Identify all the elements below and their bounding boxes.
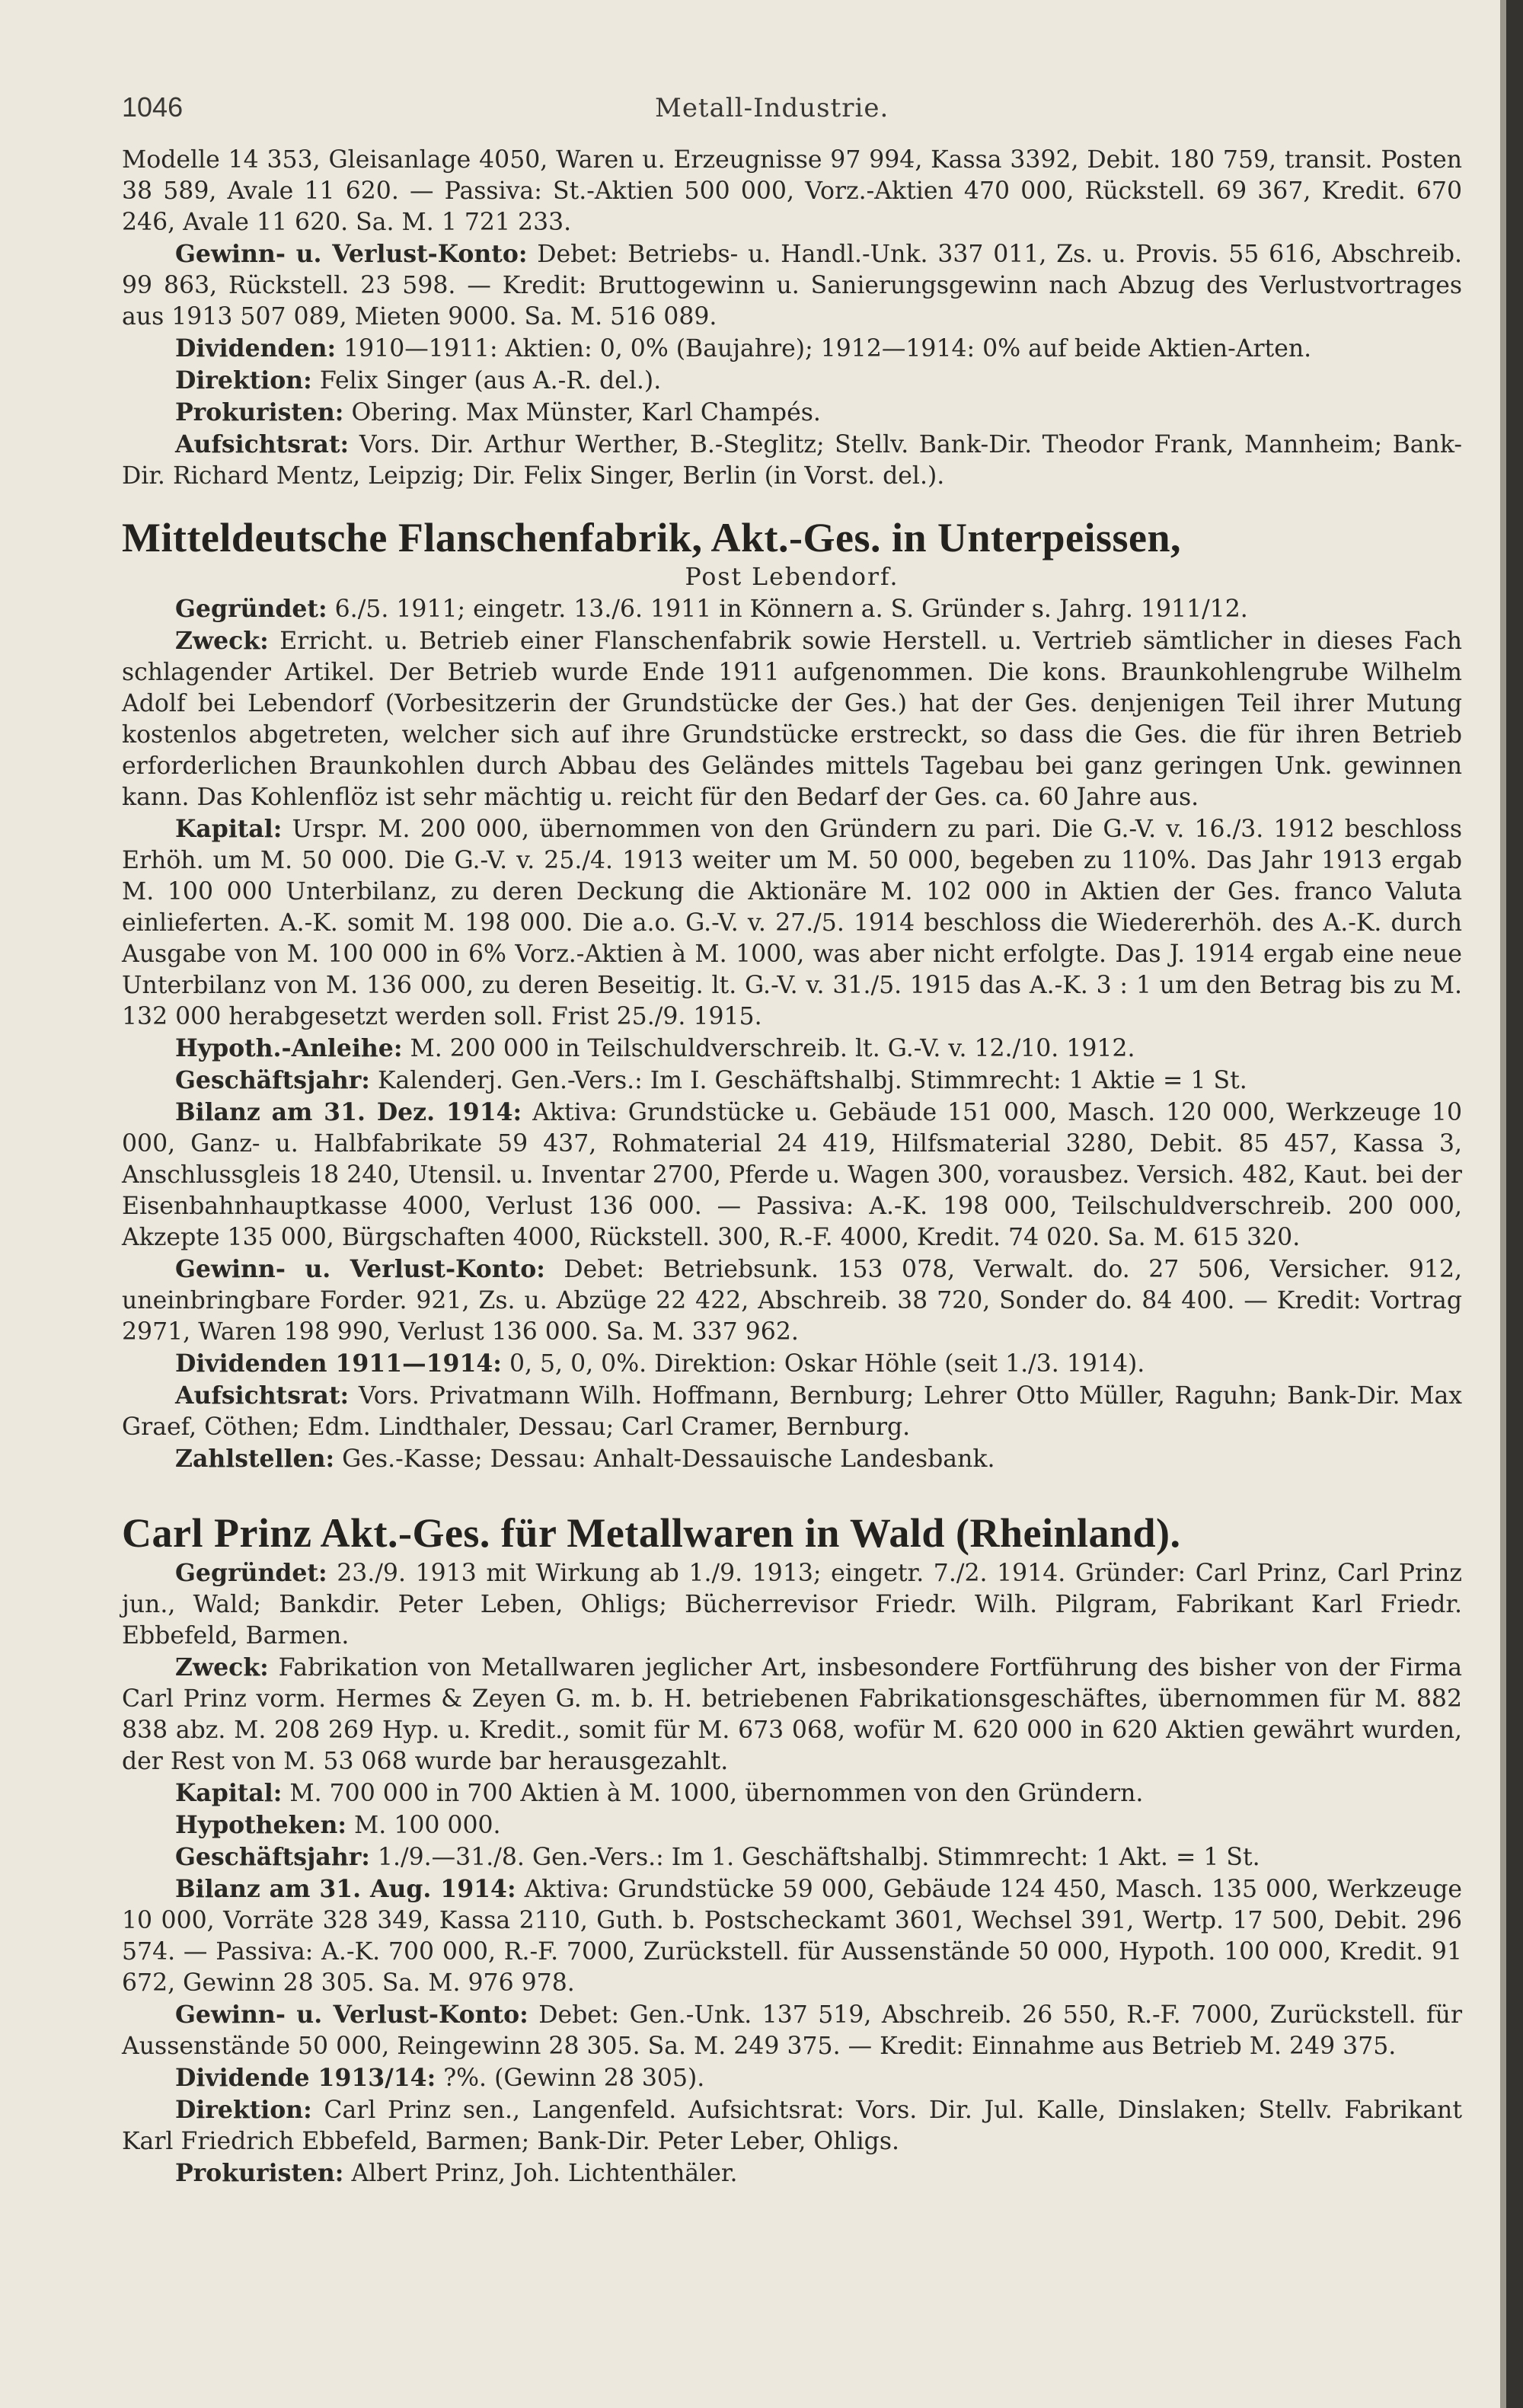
para-label: Gewinn- u. Verlust-Konto: bbox=[175, 1255, 545, 1283]
page-header bbox=[122, 91, 1493, 145]
para-label: Prokuristen: bbox=[175, 398, 344, 426]
c1-para-2 bbox=[122, 813, 1462, 1033]
continuation-para-4 bbox=[122, 397, 1462, 429]
para-label: Dividenden 1911—1914: bbox=[175, 1349, 502, 1378]
para-label: Hypotheken: bbox=[175, 1811, 346, 1839]
page-number: 1046 bbox=[122, 91, 184, 123]
para-text: Fabrikation von Metallwaren jeglicher Art, insbesondere Fortführung des bisher von der Firma Carl Prinz vorm. Hermes & Zeyen G. m. b. H. betriebenen Fabrikationsgeschäftes, übernommen für M. 882 838 abz. M. 208 269 Hyp. u. Kredit., somit für M. 673 068, wofür M. 620 000 in 620 Aktien gewährt wurden, der Rest von M. 53 068 wurde bar herausgezahlt. bbox=[122, 1654, 1463, 1775]
para-label: Bilanz am 31. Dez. 1914: bbox=[175, 1098, 522, 1126]
c2-para-6 bbox=[122, 1999, 1462, 2062]
para-text: 1910—1911: Aktien: 0, 0% (Baujahre); 1912—1914: 0% auf beide Aktien-Arten. bbox=[343, 335, 1312, 362]
c2-para-0 bbox=[122, 1557, 1462, 1652]
para-text: Kalenderj. Gen.-Vers.: Im I. Geschäftshalbj. Stimmrecht: 1 Aktie = 1 St. bbox=[377, 1067, 1247, 1094]
continuation-para-5 bbox=[122, 429, 1462, 492]
c2-para-8 bbox=[122, 2094, 1462, 2157]
c1-para-9 bbox=[122, 1443, 1462, 1475]
c1-para-3 bbox=[122, 1033, 1462, 1065]
c2-para-4 bbox=[122, 1841, 1462, 1873]
c2-para-1 bbox=[122, 1652, 1462, 1777]
para-label: Direktion: bbox=[175, 366, 312, 394]
para-text: Aktiva: Grundstücke u. Gebäude 151 000, Masch. 120 000, Werkzeuge 10 000, Ganz- u. Halbfabrikate 59 437, Rohmaterial 24 419, Hilfsmaterial 3280, Debit. 85 457, Kassa 3, Anschlussgleis 18 240, Utensil. u. Inventar 2700, Pferde u. Wagen 300, vorausbez. Versich. 482, Kaut. bei der Eisenbahnhauptkasse 4000, Verlust 136 000. — Passiva: A.-K. 198 000, Teilschuldverschreib. 200 000, Akzepte 135 000, Bürgschaften 4000, Rückstell. 300, R.-F. 4000, Kredit. 74 020. Sa. M. 615 320. bbox=[122, 1099, 1462, 1251]
c1-para-8 bbox=[122, 1380, 1462, 1443]
para-label: Gewinn- u. Verlust-Konto: bbox=[175, 2001, 528, 2029]
c2-para-5 bbox=[122, 1873, 1462, 1999]
para-text: 0, 5, 0, 0%. Direktion: Oskar Höhle (seit 1./3. 1914). bbox=[509, 1350, 1145, 1378]
para-label: Prokuristen: bbox=[175, 2159, 344, 2187]
para-text: Vors. Privatmann Wilh. Hoffmann, Bernburg; Lehrer Otto Müller, Raguhn; Bank-Dir. Max Graef, Cöthen; Edm. Lindthaler, Dessau; Carl Cramer, Bernburg. bbox=[122, 1382, 1462, 1441]
para-text: Urspr. M. 200 000, übernommen von den Gründern zu pari. Die G.-V. v. 16./3. 1912 beschloss Erhöh. um M. 50 000. Die G.-V. v. 25./4. 1913 weiter um M. 50 000, begeben zu 110%. Das Jahr 1913 ergab M. 100 000 Unterbilanz, zu deren Deckung die Aktionäre M. 102 000 in Aktien der Ges. franco Valuta einlieferten. A.-K. somit M. 198 000. Die a.o. G.-V. v. 27./5. 1914 beschloss die Wiedererhöh. des A.-K. durch Ausgabe von M. 100 000 in 6% Vorz.-Aktien à M. 1000, was aber nicht erfolgte. Das J. 1914 ergab eine neue Unterbilanz von M. 136 000, zu deren Beseitig. lt. G.-V. v. 31./5. 1915 das A.-K. 3 : 1 um den Betrag bis zu M. 132 000 herabgesetzt werden soll. Frist 25./9. 1915. bbox=[122, 816, 1462, 1030]
para-text: Aktiva: Grundstücke 59 000, Gebäude 124 450, Masch. 135 000, Werkzeuge 10 000, Vorräte 328 349, Kassa 2110, Guth. b. Postscheckamt 3601, Wechsel 391, Wertp. 17 500, Debit. 296 574. — Passiva: A.-K. 700 000, R.-F. 7000, Zurückstell. für Aussenstände 50 000, Hypoth. 100 000, Kredit. 91 672, Gewinn 28 305. Sa. M. 976 978. bbox=[122, 1876, 1462, 1997]
para-text: Felix Singer (aus A.-R. del.). bbox=[319, 367, 662, 394]
running-title: Metall-Industrie. bbox=[655, 93, 889, 123]
para-text: M. 200 000 in Teilschuldverschreib. lt. G.-V. v. 12./10. 1912. bbox=[410, 1035, 1135, 1062]
para-text: Ges.-Kasse; Dessau: Anhalt-Dessauische Landesbank. bbox=[342, 1445, 995, 1473]
para-text: Debet: Betriebs- u. Handl.-Unk. 337 011, Zs. u. Provis. 55 616, Abschreib. 99 863, Rückstell. 23 598. — Kredit: Bruttogewinn u. Sanierungsgewinn nach Abzug des Verlustvortrages aus 1913 507 089, Mieten 9000. Sa. M. 516 089. bbox=[122, 241, 1463, 331]
para-text: ?%. (Gewinn 28 305). bbox=[443, 2065, 705, 2092]
c2-para-7 bbox=[122, 2062, 1462, 2094]
page-content bbox=[122, 145, 1462, 2189]
para-text: 23./9. 1913 mit Wirkung ab 1./9. 1913; eingetr. 7./2. 1914. Gründer: Carl Prinz, Carl Prinz jun., Wald; Bankdir. Peter Leben, Ohligs; Bücherrevisor Friedr. Wilh. Pilgram, Fabrikant Karl Friedr. Ebbefeld, Barmen. bbox=[122, 1560, 1462, 1650]
para-label: Aufsichtsrat: bbox=[175, 1381, 350, 1410]
book-edge bbox=[1506, 0, 1523, 2408]
company-title-flanschenfabrik: Mitteldeutsche Flanschenfabrik, Akt.-Ges. in Unterpeissen, bbox=[122, 515, 1181, 560]
para-label: Geschäftsjahr: bbox=[175, 1843, 370, 1871]
para-text: Debet: Betriebsunk. 153 078, Verwalt. do. 27 506, Versicher. 912, uneinbringbare Forder. 921, Zs. u. Abzüge 22 422, Abschreib. 38 720, Sonder do. 84 400. — Kredit: Vortrag 2971, Waren 198 990, Verlust 136 000. Sa. M. 337 962. bbox=[122, 1256, 1463, 1346]
company-title-carl-prinz: Carl Prinz Akt.-Ges. für Metallwaren in Wald (Rheinland). bbox=[122, 1510, 1181, 1556]
para-label: Gegründet: bbox=[175, 1559, 327, 1587]
para-text: Debet: Gen.-Unk. 137 519, Abschreib. 26 550, R.-F. 7000, Zurückstell. für Aussenstände 50 000, Reingewinn 28 305. Sa. M. 249 375. — Kredit: Einnahme aus Betrieb M. 249 375. bbox=[122, 2001, 1463, 2060]
para-text: M. 100 000. bbox=[354, 1812, 501, 1839]
para-label: Zahlstellen: bbox=[175, 1445, 335, 1473]
para-text: Erricht. u. Betrieb einer Flanschenfabrik sowie Herstell. u. Vertrieb sämtlicher in dieses Fach schlagender Artikel. Der Betrieb wurde Ende 1911 aufgenommen. Die kons. Braunkohlengrube Wilhelm Adolf bei Lebendorf (Vorbesitzerin der Grundstücke der Ges.) hat der Ges. denjenigen Teil ihrer Mutung kostenlos abgetreten, welcher sich auf ihre Grundstücke erstreckt, so dass die Ges. die für ihren Betrieb erforderlichen Braunkohlen durch Abbau des Geländes mittels Tagebau bei ganz geringen Unk. gewinnen kann. Das Kohlenflöz ist sehr mächtig u. reicht für den Bedarf der Ges. ca. 60 Jahre aus. bbox=[122, 628, 1462, 811]
para-text: Modelle 14 353, Gleisanlage 4050, Waren u. Erzeugnisse 97 994, Kassa 3392, Debit. 180 759, transit. Posten 38 589, Avale 11 620. — Passiva: St.-Aktien 500 000, Vorz.-Aktien 470 000, Rückstell. 69 367, Kredit. 670 246, Avale 11 620. Sa. M. 1 721 233. bbox=[122, 146, 1462, 236]
company-subtitle: Post Lebendorf. bbox=[685, 564, 899, 591]
book-edge-inner bbox=[1500, 0, 1506, 2408]
para-text: Vors. Dir. Arthur Werther, B.-Steglitz; Stellv. Bank-Dir. Theodor Frank, Mannheim; Bank-Dir. Richard Mentz, Leipzig; Dir. Felix Singer, Berlin (in Vorst. del.). bbox=[122, 431, 1463, 490]
para-label: Dividende 1913/14: bbox=[175, 2064, 436, 2092]
c2-para-3 bbox=[122, 1809, 1462, 1841]
para-text: Albert Prinz, Joh. Lichtenthäler. bbox=[351, 2160, 738, 2187]
c1-para-1 bbox=[122, 625, 1462, 813]
continuation-para-1 bbox=[122, 238, 1462, 333]
continuation-para-3 bbox=[122, 365, 1462, 397]
para-text: Obering. Max Münster, Karl Champés. bbox=[351, 399, 821, 426]
para-text: 6./5. 1911; eingetr. 13./6. 1911 in Könnern a. S. Gründer s. Jahrg. 1911/12. bbox=[334, 596, 1248, 623]
continuation-para-2 bbox=[122, 333, 1462, 365]
para-label: Gegründet: bbox=[175, 595, 327, 623]
c2-para-9 bbox=[122, 2157, 1462, 2189]
para-label: Geschäftsjahr: bbox=[175, 1066, 370, 1094]
para-label: Dividenden: bbox=[175, 334, 337, 362]
c1-para-5 bbox=[122, 1097, 1462, 1254]
c1-para-4 bbox=[122, 1065, 1462, 1097]
para-label: Zweck: bbox=[175, 627, 269, 655]
para-label: Bilanz am 31. Aug. 1914: bbox=[175, 1875, 516, 1903]
para-label: Kapital: bbox=[175, 815, 283, 843]
para-label: Zweck: bbox=[175, 1653, 269, 1681]
para-label: Hypoth.-Anleihe: bbox=[175, 1034, 403, 1062]
para-text: 1./9.—31./8. Gen.-Vers.: Im 1. Geschäftshalbj. Stimmrecht: 1 Akt. = 1 St. bbox=[377, 1844, 1260, 1871]
c1-para-6 bbox=[122, 1254, 1462, 1348]
para-text: Carl Prinz sen., Langenfeld. Aufsichtsrat: Vors. Dir. Jul. Kalle, Dinslaken; Stellv. Fabrikant Karl Friedrich Ebbefeld, Barmen; Bank-Dir. Peter Leber, Ohligs. bbox=[122, 2097, 1462, 2155]
c2-para-2 bbox=[122, 1777, 1462, 1809]
para-label: Kapital: bbox=[175, 1779, 283, 1807]
c1-para-0 bbox=[122, 593, 1462, 625]
para-label: Gewinn- u. Verlust-Konto: bbox=[175, 240, 528, 268]
para-label: Aufsichtsrat: bbox=[175, 430, 350, 458]
para-text: M. 700 000 in 700 Aktien à M. 1000, übernommen von den Gründern. bbox=[289, 1780, 1144, 1807]
c1-para-7 bbox=[122, 1348, 1462, 1380]
para-label: Direktion: bbox=[175, 2096, 312, 2124]
continuation-para-0 bbox=[122, 145, 1462, 238]
